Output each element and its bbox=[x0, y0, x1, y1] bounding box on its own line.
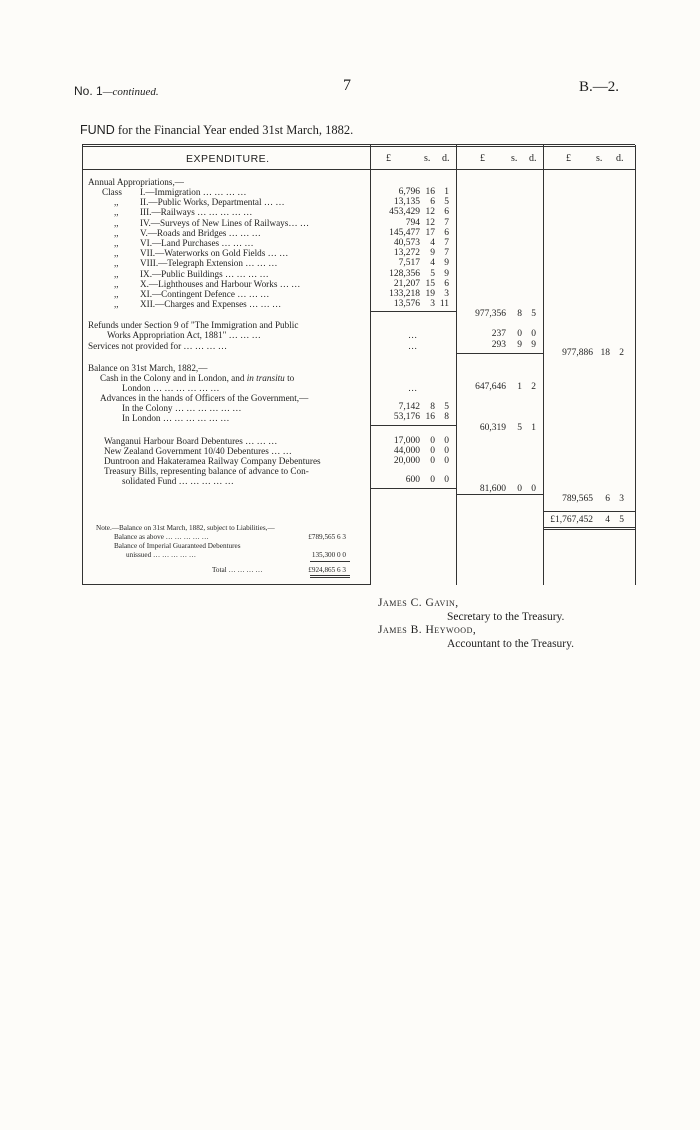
amount-pence: 6 bbox=[444, 279, 449, 289]
class-item-label: XI.—Contingent Defence … … … bbox=[140, 289, 270, 299]
class-item-label: VI.—Land Purchases … … … bbox=[140, 238, 254, 248]
amount-shillings: 3 bbox=[430, 299, 435, 309]
amount-pence: 9 bbox=[444, 258, 449, 268]
ditto-mark: ,, bbox=[114, 258, 119, 268]
cash-text-end: to bbox=[284, 373, 295, 383]
amount-pounds: 44,000 bbox=[393, 446, 420, 456]
amount-shillings: 8 bbox=[517, 309, 522, 319]
ditto-mark: ,, bbox=[114, 299, 119, 309]
amount-pence: 6 bbox=[444, 207, 449, 217]
amount-pounds: 7,142 bbox=[398, 402, 420, 412]
cash-label-line1 bbox=[100, 373, 294, 383]
grand-total-pounds: £1,767,452 bbox=[550, 515, 593, 525]
money-head-pounds: £ bbox=[386, 153, 391, 164]
amount-pence: 2 bbox=[531, 382, 536, 392]
ellipsis: … bbox=[408, 330, 418, 340]
signatory-name-text: James C. Gavin, bbox=[378, 597, 459, 609]
note-line3: unissued … … … … … bbox=[126, 551, 197, 559]
duntroon-label: Duntroon and Hakateramea Railway Company Debentures bbox=[104, 456, 321, 466]
class-item-label: IX.—Public Buildings … … … … bbox=[140, 269, 269, 279]
title-rest: for the Financial Year ended 31st March, 1882. bbox=[114, 123, 354, 137]
cash-text: Cash in the Colony and in London, and bbox=[100, 373, 247, 383]
amount-pounds: 977,356 bbox=[475, 309, 506, 319]
amount-pence: 5 bbox=[444, 402, 449, 412]
amount-pounds: 237 bbox=[491, 329, 506, 339]
amount-pounds: 293 bbox=[491, 340, 506, 350]
amount-pence: 6 bbox=[444, 228, 449, 238]
column-divider bbox=[456, 145, 457, 585]
amount-shillings: 8 bbox=[430, 402, 435, 412]
amount-shillings: 9 bbox=[430, 248, 435, 258]
amount-shillings: 5 bbox=[517, 423, 522, 433]
amount-shillings: 0 bbox=[430, 475, 435, 485]
note-heading: Note.—Balance on 31st March, 1882, subject to Liabilities,— bbox=[96, 524, 275, 532]
treasury-bills-label-line1: Treasury Bills, representing balance of advance to Con- bbox=[104, 466, 309, 476]
amount-pence: 1 bbox=[531, 423, 536, 433]
signatory-name-text: James B. Heywood, bbox=[378, 624, 477, 636]
signatory-name bbox=[378, 624, 476, 636]
amount-pounds: 40,573 bbox=[393, 238, 420, 248]
ditto-mark: ,, bbox=[114, 279, 119, 289]
ditto-mark: ,, bbox=[114, 218, 119, 228]
refunds-label-line1: Refunds under Section 9 of "The Immigration and Public bbox=[88, 320, 299, 330]
class-item-label: IV.—Surveys of New Lines of Railways… … bbox=[140, 218, 310, 228]
amount-pence: 7 bbox=[444, 218, 449, 228]
class-item-label: I.—Immigration … … … … bbox=[140, 187, 247, 197]
amount-pounds: 6,796 bbox=[398, 187, 420, 197]
amount-pence: 1 bbox=[444, 187, 449, 197]
amount-shillings: 12 bbox=[425, 207, 435, 217]
grand-total-shillings: 4 bbox=[605, 515, 610, 525]
amount-shillings: 12 bbox=[425, 218, 435, 228]
advances-heading: Advances in the hands of Officers of the Government,— bbox=[100, 393, 309, 403]
amount-shillings: 0 bbox=[430, 446, 435, 456]
note-double-rule bbox=[310, 577, 350, 578]
amount-pounds: 977,886 bbox=[562, 348, 593, 358]
money-head-pence: d. bbox=[529, 153, 537, 164]
expenditure-heading: EXPENDITURE. bbox=[186, 153, 270, 165]
money-head-shillings: s. bbox=[424, 153, 431, 164]
cash-label-line2: London … … … … … … bbox=[122, 383, 220, 393]
document-code: B.—2. bbox=[579, 79, 620, 95]
note-bottom-rule bbox=[82, 584, 371, 585]
money-head-pence: d. bbox=[442, 153, 450, 164]
money-head-pence: d. bbox=[616, 153, 624, 164]
advances-london-label: In London … … … … … … bbox=[122, 413, 230, 423]
amount-pounds: 794 bbox=[405, 218, 420, 228]
column-divider bbox=[370, 145, 371, 585]
signatory-name bbox=[378, 597, 459, 609]
amount-pence: 5 bbox=[531, 309, 536, 319]
signatory-title: Accountant to the Treasury. bbox=[447, 638, 575, 650]
amount-shillings: 4 bbox=[430, 258, 435, 268]
amount-shillings: 0 bbox=[430, 456, 435, 466]
amount-pence: 2 bbox=[619, 348, 624, 358]
signatory-title: Secretary to the Treasury. bbox=[447, 611, 565, 623]
total-double-rule bbox=[543, 527, 635, 528]
amount-pounds: 20,000 bbox=[393, 456, 420, 466]
amount-shillings: 15 bbox=[425, 279, 435, 289]
table-header-rule bbox=[82, 169, 635, 170]
ditto-mark: ,, bbox=[114, 197, 119, 207]
money-head-pounds: £ bbox=[566, 153, 571, 164]
header-number: No. 1 bbox=[74, 84, 103, 98]
services-label: Services not provided for … … … … bbox=[88, 341, 228, 351]
amount-pounds: 647,646 bbox=[475, 382, 506, 392]
amount-shillings: 0 bbox=[517, 484, 522, 494]
money-head-shillings: s. bbox=[596, 153, 603, 164]
amount-pence: 0 bbox=[444, 446, 449, 456]
note-line2: Balance of Imperial Guaranteed Debentures bbox=[114, 542, 241, 550]
class-item-label: VII.—Waterworks on Gold Fields … … bbox=[140, 248, 289, 258]
table-top-rule bbox=[82, 144, 635, 145]
amount-pounds: 145,477 bbox=[389, 228, 420, 238]
amount-pounds: 789,565 bbox=[562, 494, 593, 504]
amount-shillings: 17 bbox=[425, 228, 435, 238]
ditto-mark: ,, bbox=[114, 228, 119, 238]
amount-shillings: 19 bbox=[425, 289, 435, 299]
amount-pounds: 17,000 bbox=[393, 436, 420, 446]
subtotal-rule bbox=[457, 353, 543, 354]
amount-pounds: 60,319 bbox=[479, 423, 506, 433]
class-item-label: VIII.—Telegraph Extension … … … bbox=[140, 258, 278, 268]
cash-italic: in transitu bbox=[246, 373, 285, 383]
class-label: Class bbox=[102, 187, 122, 197]
ditto-mark: ,, bbox=[114, 269, 119, 279]
amount-pence: 9 bbox=[444, 269, 449, 279]
amount-pounds: 13,576 bbox=[393, 299, 420, 309]
balance-heading: Balance on 31st March, 1882,— bbox=[88, 363, 208, 373]
amount-shillings: 0 bbox=[430, 436, 435, 446]
ditto-mark: ,, bbox=[114, 248, 119, 258]
class-item-label: X.—Lighthouses and Harbour Works … … bbox=[140, 279, 301, 289]
amount-shillings: 16 bbox=[425, 412, 435, 422]
ditto-mark: ,, bbox=[114, 289, 119, 299]
class-item-label: XII.—Charges and Expenses … … … bbox=[140, 299, 282, 309]
ellipsis: … bbox=[408, 341, 418, 351]
subtotal-rule bbox=[371, 311, 456, 312]
amount-shillings: 9 bbox=[517, 340, 522, 350]
amount-pence: 0 bbox=[444, 475, 449, 485]
subtotal-rule bbox=[371, 488, 456, 489]
amount-pounds: 133,218 bbox=[389, 289, 420, 299]
note-line1-value: £789,565 6 3 bbox=[308, 533, 346, 541]
table-top-rule-2 bbox=[82, 146, 635, 147]
amount-pence: 9 bbox=[531, 340, 536, 350]
class-item-label: II.—Public Works, Departmental … … bbox=[140, 197, 285, 207]
note-total-label: Total … … … … bbox=[212, 566, 263, 574]
amount-pounds: 13,135 bbox=[393, 197, 420, 207]
amount-pounds: 128,356 bbox=[389, 269, 420, 279]
amount-pounds: 53,176 bbox=[393, 412, 420, 422]
total-rule bbox=[543, 511, 635, 512]
annual-appropriations-heading: Annual Appropriations,— bbox=[88, 177, 184, 187]
grand-total-pence: 5 bbox=[619, 515, 624, 525]
note-line3-value: 135,300 0 0 bbox=[311, 551, 346, 559]
amount-shillings: 6 bbox=[430, 197, 435, 207]
ditto-mark: ,, bbox=[114, 207, 119, 217]
amount-pence: 3 bbox=[444, 289, 449, 299]
refunds-label-line2: Works Appropriation Act, 1881" … … … bbox=[107, 330, 261, 340]
amount-pence: 5 bbox=[444, 197, 449, 207]
advances-colony-label: In the Colony … … … … … … bbox=[122, 403, 242, 413]
subtotal-rule bbox=[371, 425, 456, 426]
amount-pence: 3 bbox=[619, 494, 624, 504]
amount-shillings: 1 bbox=[517, 382, 522, 392]
nz-debentures-label: New Zealand Government 10/40 Debentures … … bbox=[104, 446, 292, 456]
amount-pounds: 81,600 bbox=[479, 484, 506, 494]
total-double-rule bbox=[543, 529, 635, 530]
class-item-label: V.—Roads and Bridges … … … bbox=[140, 228, 261, 238]
amount-shillings: 16 bbox=[425, 187, 435, 197]
amount-pence: 0 bbox=[531, 484, 536, 494]
note-rule bbox=[310, 561, 350, 562]
amount-pence: 0 bbox=[444, 456, 449, 466]
continuation-header bbox=[74, 84, 159, 98]
amount-pence: 0 bbox=[531, 329, 536, 339]
amount-pence: 7 bbox=[444, 248, 449, 258]
note-total-value: £924,865 6 3 bbox=[308, 566, 346, 574]
table-left-border bbox=[82, 145, 83, 585]
ditto-mark: ,, bbox=[114, 238, 119, 248]
subtotal-rule bbox=[457, 494, 543, 495]
amount-pence: 7 bbox=[444, 238, 449, 248]
money-head-pounds: £ bbox=[480, 153, 485, 164]
amount-shillings: 6 bbox=[605, 494, 610, 504]
page-number: 7 bbox=[343, 77, 351, 94]
amount-shillings: 18 bbox=[600, 348, 610, 358]
amount-shillings: 4 bbox=[430, 238, 435, 248]
amount-pounds: 7,517 bbox=[398, 258, 420, 268]
wanganui-label: Wanganui Harbour Board Debentures … … … bbox=[104, 436, 278, 446]
ellipsis: … bbox=[408, 383, 418, 393]
header-continued: —continued. bbox=[102, 86, 159, 98]
amount-pounds: 453,429 bbox=[389, 207, 420, 217]
money-head-shillings: s. bbox=[511, 153, 518, 164]
amount-pounds: 13,272 bbox=[393, 248, 420, 258]
page-title bbox=[80, 123, 353, 138]
title-fund: FUND bbox=[80, 123, 115, 137]
amount-pounds: 600 bbox=[405, 475, 420, 485]
table-right-border bbox=[635, 145, 636, 585]
class-item-label: III.—Railways … … … … … bbox=[140, 207, 253, 217]
amount-pence: 8 bbox=[444, 412, 449, 422]
note-double-rule bbox=[310, 575, 350, 576]
treasury-bills-label-line2: solidated Fund … … … … … bbox=[122, 476, 234, 486]
amount-pence: 11 bbox=[439, 299, 449, 309]
amount-pence: 0 bbox=[444, 436, 449, 446]
amount-shillings: 5 bbox=[430, 269, 435, 279]
amount-pounds: 21,207 bbox=[393, 279, 420, 289]
amount-shillings: 0 bbox=[517, 329, 522, 339]
note-line1: Balance as above … … … … … bbox=[114, 533, 209, 541]
